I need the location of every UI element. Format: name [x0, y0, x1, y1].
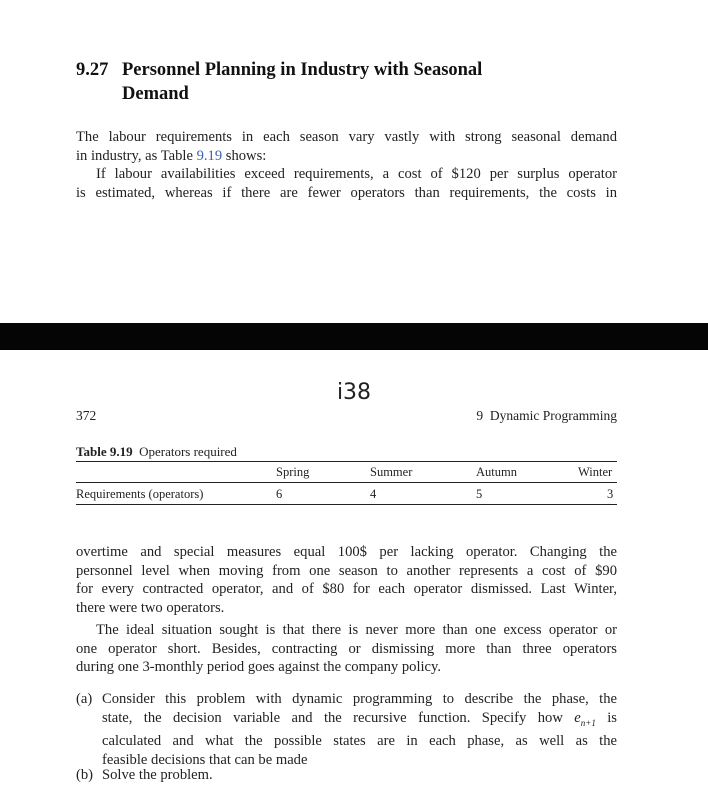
table-header-spring: Spring: [276, 465, 310, 479]
table-bottom-rule: [76, 504, 617, 505]
intro-line: The labour requirements in each season vary vastly with strong seasonal demand: [76, 129, 617, 145]
question-a-line: Consider this problem with dynamic programming to describe the phase, the: [102, 691, 617, 707]
table-top-rule: [76, 461, 617, 462]
table-cell-summer: 4: [370, 487, 377, 501]
body-line: personnel level when moving from one season to another represents a cost of $90: [76, 562, 617, 579]
section-title-line2: Demand: [122, 84, 189, 104]
variable-e: e: [574, 709, 581, 726]
section-heading: [76, 58, 636, 106]
question-a-line: [102, 709, 617, 733]
question-b-text: Solve the problem.: [102, 767, 213, 783]
body-line: there were two operators.: [76, 599, 225, 616]
question-text: is: [595, 709, 617, 726]
table-header-winter: Winter: [578, 465, 613, 479]
running-head: 9 Dynamic Programming: [476, 408, 617, 423]
table-header-rule: [76, 482, 617, 483]
table-row-label: Requirements (operators): [76, 487, 204, 501]
body-paragraph-2: [76, 621, 617, 677]
table-cell-spring: 6: [276, 487, 283, 501]
page-label: i38: [336, 380, 372, 405]
section-number: 9.27: [76, 60, 109, 80]
intro-line: If labour availabilities exceed requirements, a cost of $120 per surplus operator: [96, 166, 617, 183]
table-header-summer: Summer: [370, 465, 413, 479]
intro-text: shows:: [222, 147, 267, 164]
body-line: for every contracted operator, and of $80 for each operator dismissed. Last Winter,: [76, 581, 617, 598]
table-caption-label: Table 9.19: [76, 444, 133, 459]
table-caption: [76, 444, 237, 460]
intro-text: in industry, as Table: [76, 147, 197, 164]
table-cell-autumn: 5: [476, 487, 483, 501]
body-line: during one 3-monthly period goes against the company policy.: [76, 659, 442, 676]
question-a-line: calculated and what the possible states are in each phase, as well as the: [102, 733, 617, 750]
intro-paragraph: [76, 128, 617, 202]
intro-line: is estimated, whereas if there are fewer operators than requirements, the costs in: [76, 184, 617, 201]
page-divider-bar: [0, 323, 708, 350]
intro-line: [76, 147, 617, 166]
body-line: overtime and special measures equal 100$ per lacking operator. Changing the: [76, 544, 617, 560]
table-caption-text: Operators required: [132, 444, 237, 459]
question-b: [76, 766, 617, 785]
variable-subscript: n+1: [580, 717, 596, 728]
section-title-line1: Personnel Planning in Industry with Seasonal: [122, 60, 483, 80]
question-a-label: (a): [76, 691, 93, 707]
page-number: 372: [76, 408, 97, 423]
question-a-line: feasible decisions that can be made: [102, 751, 308, 768]
question-a: [76, 690, 617, 769]
question-text: state, the decision variable and the recursive function. Specify how: [102, 709, 575, 726]
question-b-label: (b): [76, 767, 94, 783]
body-line: one operator short. Besides, contracting or dismissing more than three operators: [76, 640, 617, 657]
body-paragraph-1: [76, 543, 617, 617]
table-reference-link[interactable]: 9.19: [196, 147, 223, 164]
table-cell-winter: 3: [607, 487, 614, 501]
table-header-autumn: Autumn: [476, 465, 517, 479]
body-line: The ideal situation sought is that there is never more than one excess operator or: [96, 622, 617, 638]
